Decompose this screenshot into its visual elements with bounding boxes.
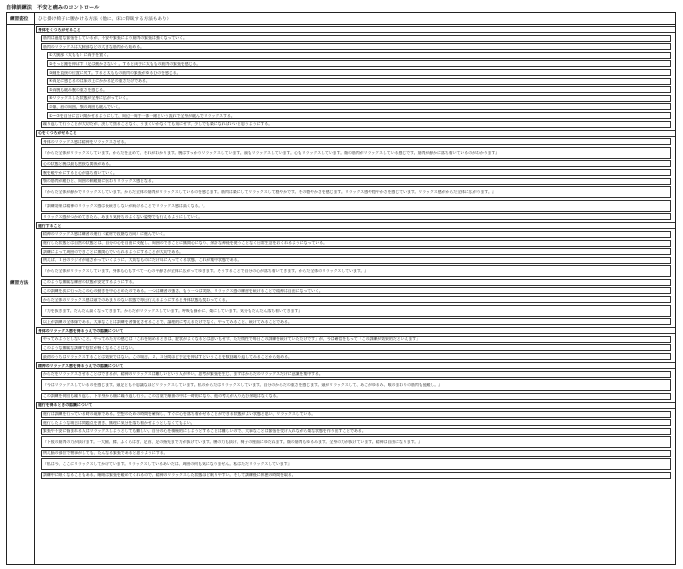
body-line: 筋肉は過度な緊張をしているが、不安や緊張により筋肉の緊張は強くなっていく。 <box>43 36 187 41</box>
body-line: ①〜⑦を自分に言い聞かせるようにして、周辺一周手一体一緒という流れで全身が緩んでリラックスする。 <box>49 113 235 118</box>
body-line: この訓練を次に行ったこの心の動きを中心とめたのである。一つは練習の強さ、もう一つは実際、リラックス感の練習を続けることで精神は自由になっていく。 <box>43 288 323 293</box>
posture-value: ひじ掛け椅子に腰かける方法（他に、床に仰臥する方法もあり） <box>38 17 172 22</box>
posture-label: 練習姿位 <box>10 17 29 22</box>
body-line: 訓練中に眠くなることもある。睡眠は緊張を緩めてくれるので、精神のリラックスした状態ほど眠りやすい。そして訓練後に休憩の時間を取る。 <box>43 473 296 478</box>
body-line: 繰り返して行うことが大切だが、決して焦ることなく、うまくいかなくても気にせず、少しでも楽になればいいと思うようにする。 <box>43 122 273 127</box>
section-box <box>36 130 675 137</box>
body-line: 『下肢の筋肉の力が抜けます。一大腿、膝、ふくらはぎ、足首、足の指先まで力が抜けています。腰の力も抜け、椅子の座面にゆだねます。顔の筋肉もゆるみます。全身の力が抜けています。精神は自由になります。』 <box>43 440 423 445</box>
section-box <box>36 222 675 229</box>
section-box <box>36 26 675 33</box>
body-line: ⑦額、眉の周囲、顎の周囲も緩んでいく。 <box>49 104 123 109</box>
body-line: 『からだ全体がリラックスしています。からだを止めて、それがわかります。腕はすっかりリラックスしています。頭もリラックスしています。心もリラックスしています。顔の筋肉がリラックスしている感じです。筋肉が静かに落ち着いているのがわかります』 <box>43 150 500 155</box>
page-title: 自律訓練法 不安と痛みのコントロール <box>6 5 100 11</box>
section-heading: 進行を得るときの認識について <box>38 403 93 408</box>
body-line: この訓練を何回も繰り返し、下半身から順に繰り返し行う。この言葉で順番の中は一時的になり、他の考えが入り込む余地はなくなる。 <box>43 394 281 399</box>
body-line: 進行は訓練を行っている時の現象である。空想のための時間を確保し、すぐに心を落ち着かせることができる状態がよい状態と思い、リラックスしている。 <box>43 412 316 416</box>
body-line: 『私は今、ここにリラックスしてかけています。リラックスしているあいだは、周囲の何も気になりません。私はただリラックスしています』 <box>43 462 292 467</box>
body-line: ②そっと踵を伸ばす（足は動かさない）。すると両手に太ももの筋肉の緊張を感じる。 <box>49 61 201 66</box>
section-heading: 身体のリラックス感を得るうえでの認識について <box>38 328 124 333</box>
body-line: 腕を緩やかにすると心が落ち着いていく。 <box>43 170 117 175</box>
body-line: 『からだ全体がリラックスしています。身体も心もすべて一心の平静さが全体に広がってゆきます。そうすることで自分の心が落ち着いてきます。からだ全体のリラックスしています。』 <box>43 269 369 274</box>
body-line: ①大腿部（太もも）に両手を置く。 <box>49 53 111 58</box>
body-line: ⑤両腕も緩み腕の重さを感じる。 <box>49 87 107 92</box>
section-box <box>36 402 675 409</box>
body-line: ③踵を直接の位置に戻す。すると太ももの筋肉の緊張がゆるむのを感じる。 <box>49 70 181 75</box>
body-line: 例えば、１台のラジオが遠ざかっていくように、大切なものにだけ耳に入ってくる状態、これが集中状態である。 <box>43 258 242 263</box>
document-table <box>6 12 676 565</box>
body-line: 筋肉のリラックスは大腿部などの大きな筋肉から始める。 <box>43 44 145 49</box>
body-line: ④両足に感じるのは床の上にかかる足の重さだけである。 <box>49 79 150 84</box>
body-line: 『今はリラックスしているのを感じます。頭足とも不思議なほどリラックスしています。私のからだはリラックスしています。自分のからだの重さを感じます。頭がリラックスして、あごがゆるみ、喉のまわりの筋肉も弛緩し。』 <box>43 383 443 388</box>
body-line: 顎の筋肉が緩むと、周囲の制緩筋に伝わりリラックス感となる。 <box>43 179 156 184</box>
section-box <box>36 327 675 334</box>
section-heading: 身体をくつろがせること <box>38 27 81 32</box>
body-line: 緊張や不安に悩まれる人はリラックスしようとしても難しい。自分の心を積極的にしようとすることは難しいので、大事なことは緊張を受け入れながら楽な状態を作り出すことである。 <box>43 429 366 434</box>
body-line: 進行した状態とは自然の状態とは、自分の心を自由に支配し、周囲のできごとに無関心になり、余計な神経を使うことなく日常生活をおくれるようになっている。 <box>43 241 328 245</box>
body-line: 『からだ全体が静かでリラックスしています。からだ全体の筋肉がリラックスしているのを感じます。筋肉は楽にしてリラックスして穏やかです。その穏やかさを感じます。リラックス感や穏やかさを感じています。リラックス感がからだ全体に広がります。』 <box>43 190 496 195</box>
body-line: 進行したような場合は問題点を書き、無理に気分を落ち着かせようとしなくてもよい。 <box>43 420 195 425</box>
body-line: リラックス感がつかめてきたら、あまり気持ちのよくない姿勢でも行えるようにしていく。 <box>43 214 203 219</box>
section-box <box>36 362 675 369</box>
body-line: 以上が訓練の全体像である。大事なことは訓練を習慣化させることで、論理的に考えるだけでなく、やってみること、続けてみることである。 <box>43 319 292 324</box>
body-line: 『力を抜きます。だんだん高くなってきます。からだがリラックスしています。呼吸も静かに、楽にしています。気分もだんだん落ち着いてきます』 <box>43 308 303 313</box>
body-line: 精神のリラックス感は練習の進行（素材で段階な方向）に進んでいく。 <box>43 232 168 237</box>
body-line: 訓練によって周囲のできごとに無関心でいられるようにすることが大切である。 <box>43 249 184 254</box>
method-label: 練習方法 <box>10 281 29 286</box>
body-line: 身体のリラックス感は精神をリラックスさせる。 <box>43 139 129 144</box>
body-line: 心の状態と腕は最も密接な関係がある。 <box>43 161 114 166</box>
section-heading: 精神のリラックス感を得るうえでの認識について <box>38 363 124 368</box>
body-line: からだ全体のリラックス感は頭でのあまりのない状態で毎日行えるようにすると身体状態も変わってくる。 <box>43 297 230 302</box>
method-content <box>35 24 675 564</box>
section-heading: 心をくつろがせること <box>38 131 77 136</box>
body-line: ⑥リラックスした状態が全身に広がっていく。 <box>49 96 131 101</box>
body-line: 最初のうちはリラックスすることは効果ではない。この場合、２、３分間ほど手足を伸ばすということを数回繰り返してみることから始める。 <box>43 354 292 359</box>
body-line: 例え脳の部位で物事がしても、たんなる緊張であると思うようにする。 <box>43 451 168 456</box>
section-heading: 進行すること <box>38 223 62 228</box>
body-line: やってみようとしないこと。やってみた方の感じは「これを始めるときは、症状がよくなるとは思いもせず、ただ惰性で毎日この訓練を続けていただけです」が、今は確信をもって「この訓練が効果的だといえます」 <box>43 337 421 342</box>
body-line: からだをリラックスさせることはできるが、精神のリラックスは難しいという人が多い。思考が緊張を生じ、まずはからだのリラックスだけに意識を集中する。 <box>43 372 323 377</box>
body-line: 『訓練効果は精神のリラックス感は長続きしないが続けることでリラックス感は高くなる。', <box>43 203 205 208</box>
body-line: このような無駄な練習の状態が安定するようにする。 <box>43 280 137 285</box>
body-line: このような無駄な訓練で症状が軽くなることはない。 <box>43 345 137 350</box>
